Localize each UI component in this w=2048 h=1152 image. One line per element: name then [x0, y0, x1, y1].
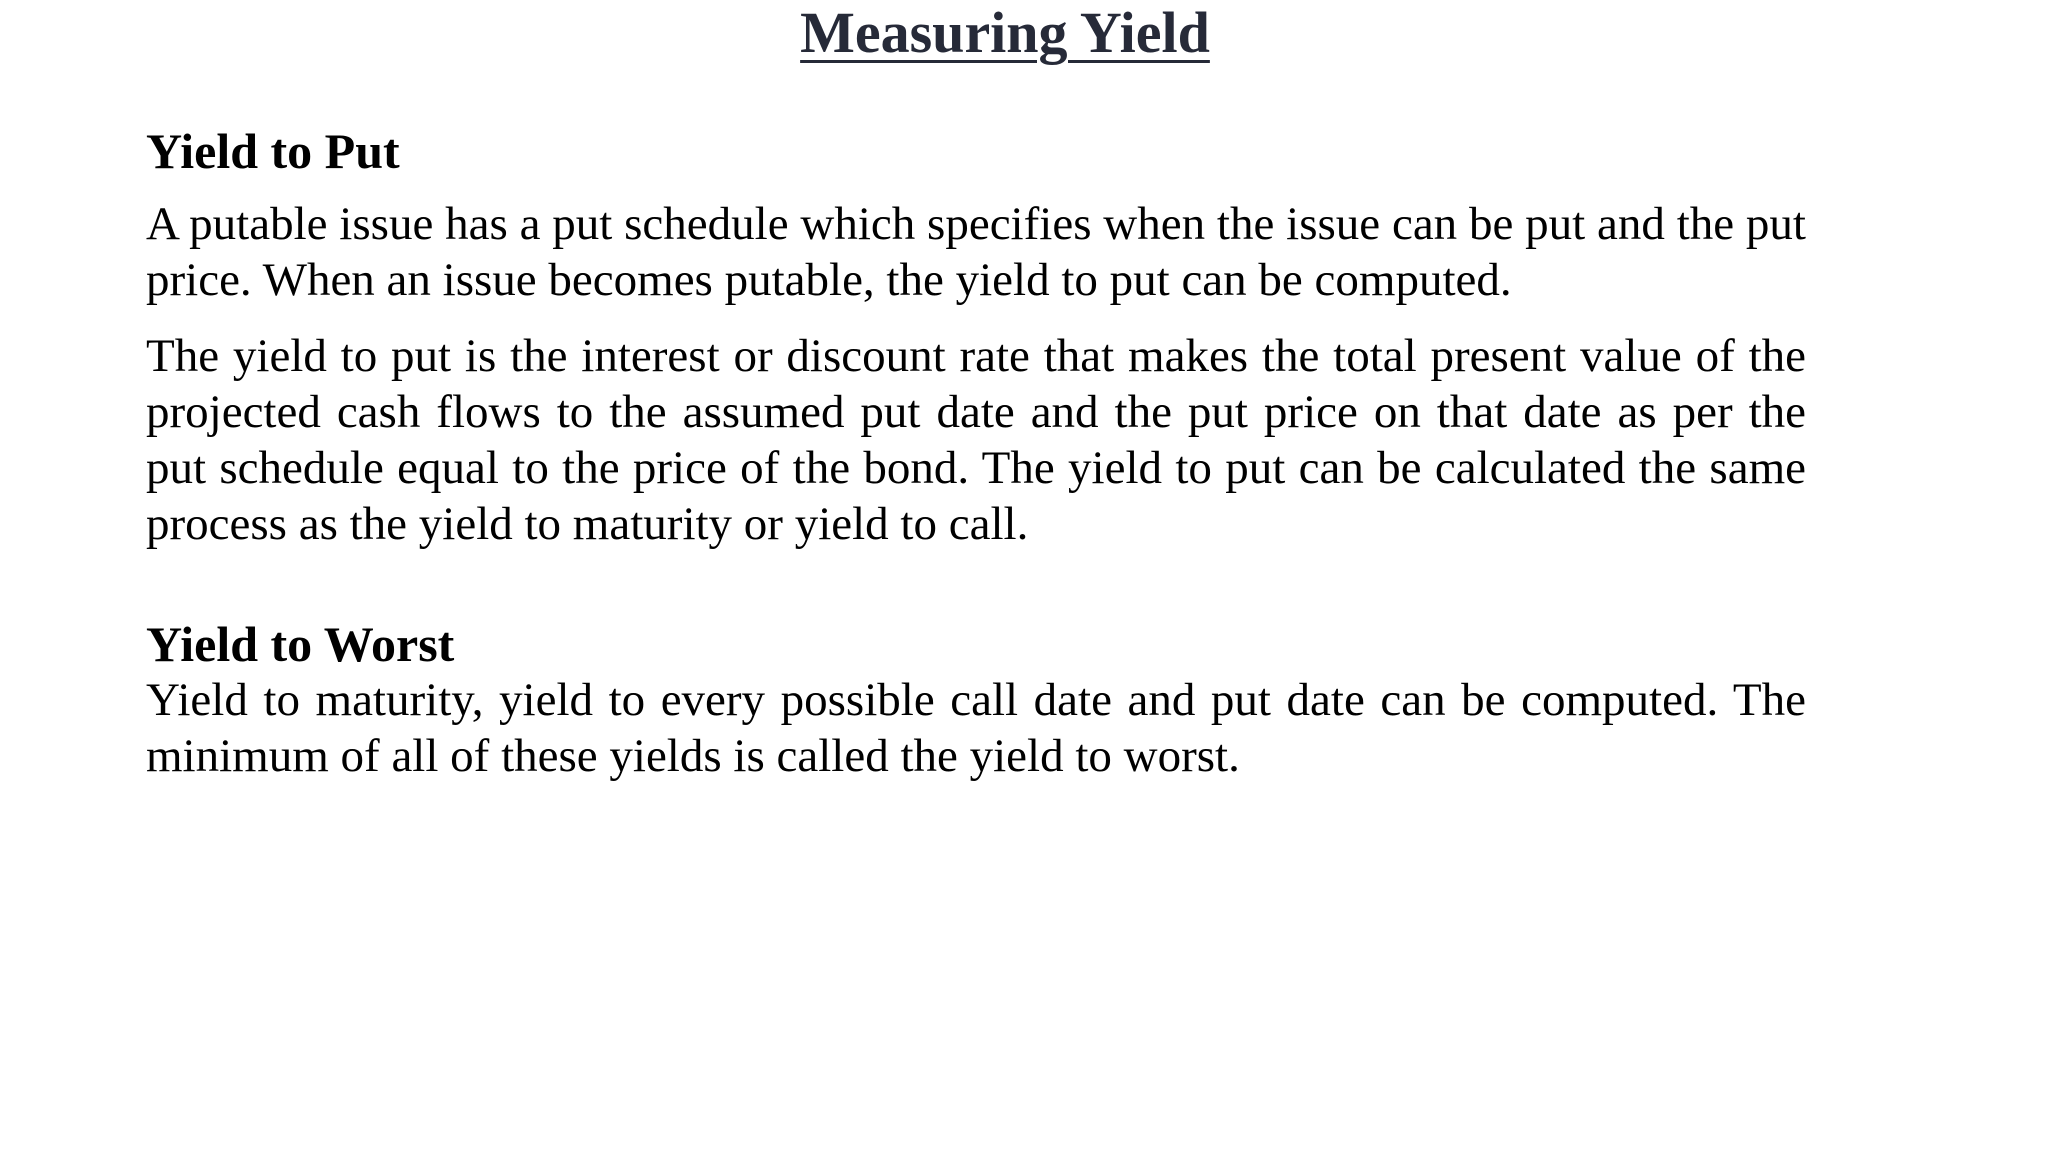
paragraph-yield-to-put-definition: The yield to put is the interest or discount rate that makes the total present value of the projected cash flows to the assumed put date and the put price on that date as per the put schedule equal to the price of the bond. The yield to put can be calculated the same process as the yield to maturity or yield to call. [146, 330, 1806, 550]
section-heading-yield-to-worst: Yield to Worst [146, 616, 455, 672]
section-heading-yield-to-put: Yield to Put [146, 123, 400, 179]
paragraph-putable-issue: A putable issue has a put schedule which specifies when the issue can be put and the put price. When an issue becomes putable, the yield to put can be computed. [146, 198, 1806, 306]
slide-title: Measuring Yield [800, 0, 1210, 65]
slide-content [146, 118, 1806, 784]
paragraph-yield-to-worst-definition: Yield to maturity, yield to every possible call date and put date can be computed. The minimum of all of these yields is called the yield to worst. [146, 674, 1806, 782]
